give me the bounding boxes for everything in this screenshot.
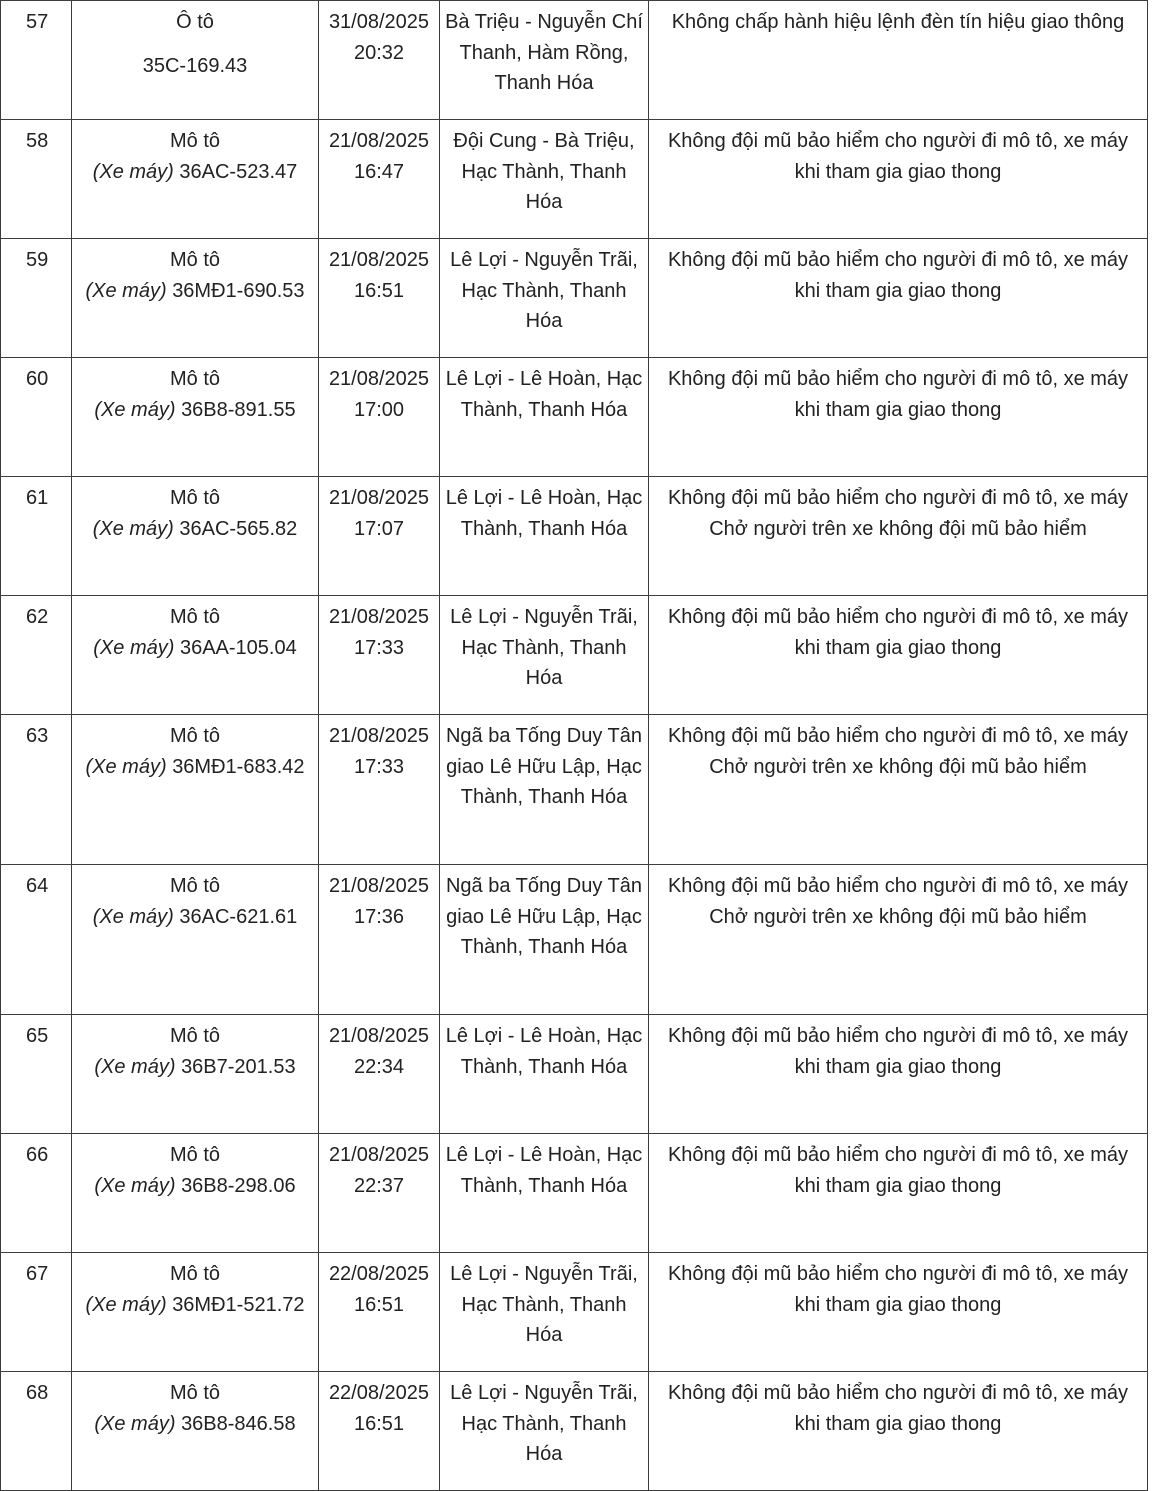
violation-text: Không đội mũ bảo hiểm cho người đi mô tô, xe máy khi tham gia giao thong	[667, 1025, 1129, 1078]
violation-date: 21/08/2025	[328, 725, 430, 747]
violation-cell	[649, 120, 1148, 239]
vehicle-cell	[72, 1372, 319, 1491]
location-cell: Lê Lợi - Lê Hoàn, Hạc Thành, Thanh Hóa	[440, 1015, 649, 1134]
vehicle-type: Mô tô	[169, 1263, 221, 1285]
vehicle-type: Mô tô	[169, 487, 221, 509]
datetime-cell	[319, 1015, 440, 1134]
violation-date: 21/08/2025	[328, 249, 430, 271]
row-number: 63	[1, 715, 72, 865]
violation-time: 20:32	[353, 41, 405, 64]
table-row	[1, 358, 1148, 477]
table-row	[1, 1253, 1148, 1372]
violation-cell	[649, 358, 1148, 477]
vehicle-cell	[72, 715, 319, 865]
location-cell: Lê Lợi - Nguyễn Trãi, Hạc Thành, Thanh Hóa	[440, 1253, 649, 1372]
row-number: 64	[1, 865, 72, 1015]
row-number: 65	[1, 1015, 72, 1134]
violation-time: 22:34	[353, 1055, 405, 1078]
violations-table-body	[1, 1, 1148, 1491]
violation-cell	[649, 239, 1148, 358]
violation-date: 21/08/2025	[328, 1025, 430, 1047]
table-row	[1, 120, 1148, 239]
vehicle-alias: (Xe máy)	[85, 279, 167, 302]
license-plate: 36MĐ1-683.42	[172, 755, 305, 778]
violation-time: 17:07	[353, 517, 405, 540]
location-cell: Đội Cung - Bà Triệu, Hạc Thành, Thanh Hóa	[440, 120, 649, 239]
vehicle-type: Mô tô	[169, 875, 221, 897]
vehicle-alias: (Xe máy)	[85, 1293, 167, 1316]
vehicle-alias: (Xe máy)	[94, 1412, 176, 1435]
violation-date: 21/08/2025	[328, 487, 430, 509]
row-number: 60	[1, 358, 72, 477]
violation-text: Không đội mũ bảo hiểm cho người đi mô tô, xe máy khi tham gia giao thong	[667, 1144, 1129, 1197]
vehicle-type: Mô tô	[169, 249, 221, 271]
violation-text: Không đội mũ bảo hiểm cho người đi mô tô, xe máy khi tham gia giao thong	[667, 130, 1129, 183]
vehicle-alias: (Xe máy)	[92, 905, 174, 928]
datetime-cell	[319, 865, 440, 1015]
violation-cell	[649, 1372, 1148, 1491]
location-cell: Lê Lợi - Lê Hoàn, Hạc Thành, Thanh Hóa	[440, 1134, 649, 1253]
vehicle-cell	[72, 358, 319, 477]
vehicle-alias: (Xe máy)	[94, 1055, 176, 1078]
vehicle-cell	[72, 596, 319, 715]
vehicle-type: Ô tô	[176, 11, 214, 33]
vehicle-cell	[72, 1015, 319, 1134]
location-cell: Bà Triệu - Nguyễn Chí Thanh, Hàm Rồng, Thanh Hóa	[440, 1, 649, 120]
violation-date: 21/08/2025	[328, 1144, 430, 1166]
violation-cell	[649, 715, 1148, 865]
table-row	[1, 1, 1148, 120]
violation-time: 17:00	[353, 398, 405, 421]
datetime-cell	[319, 358, 440, 477]
vehicle-type: Mô tô	[169, 130, 221, 152]
violation-time: 16:51	[353, 279, 405, 302]
row-number: 66	[1, 1134, 72, 1253]
table-row	[1, 239, 1148, 358]
location-cell: Ngã ba Tống Duy Tân giao Lê Hữu Lập, Hạc Thành, Thanh Hóa	[440, 865, 649, 1015]
violation-date: 21/08/2025	[328, 875, 430, 897]
license-plate: 36B8-891.55	[181, 398, 296, 421]
table-row	[1, 477, 1148, 596]
violation-cell	[649, 477, 1148, 596]
violation-time: 17:33	[353, 755, 405, 778]
license-plate: 35C-169.43	[142, 54, 248, 77]
row-number: 59	[1, 239, 72, 358]
table-row	[1, 865, 1148, 1015]
violation-cell	[649, 596, 1148, 715]
table-row	[1, 1015, 1148, 1134]
vehicle-alias: (Xe máy)	[92, 517, 174, 540]
violation-cell	[649, 1134, 1148, 1253]
violation-date: 21/08/2025	[328, 130, 430, 152]
vehicle-type: Mô tô	[169, 725, 221, 747]
violation-cell	[649, 1253, 1148, 1372]
datetime-cell	[319, 1134, 440, 1253]
row-number: 58	[1, 120, 72, 239]
vehicle-alias: (Xe máy)	[92, 160, 174, 183]
vehicle-cell	[72, 239, 319, 358]
violation-date: 22/08/2025	[328, 1382, 430, 1404]
vehicle-type: Mô tô	[169, 1144, 221, 1166]
vehicle-cell	[72, 1, 319, 120]
violation-cell	[649, 1, 1148, 120]
violation-time: 16:47	[353, 160, 405, 183]
vehicle-alias: (Xe máy)	[85, 755, 167, 778]
license-plate: 36B8-298.06	[181, 1174, 296, 1197]
license-plate: 36AC-523.47	[179, 160, 298, 183]
datetime-cell	[319, 1253, 440, 1372]
violation-text: Chở người trên xe không đội mũ bảo hiểm	[709, 905, 1087, 928]
violation-time: 22:37	[353, 1174, 405, 1197]
location-cell: Lê Lợi - Nguyễn Trãi, Hạc Thành, Thanh Hóa	[440, 1372, 649, 1491]
table-row	[1, 1134, 1148, 1253]
violation-date: 21/08/2025	[328, 368, 430, 390]
vehicle-cell	[72, 1253, 319, 1372]
vehicle-alias: (Xe máy)	[93, 636, 175, 659]
row-number: 67	[1, 1253, 72, 1372]
violation-text: Không đội mũ bảo hiểm cho người đi mô tô, xe máy khi tham gia giao thong	[667, 1382, 1129, 1435]
violation-time: 16:51	[353, 1293, 405, 1316]
vehicle-cell	[72, 865, 319, 1015]
row-number: 61	[1, 477, 72, 596]
location-cell: Ngã ba Tống Duy Tân giao Lê Hữu Lập, Hạc Thành, Thanh Hóa	[440, 715, 649, 865]
row-number: 68	[1, 1372, 72, 1491]
vehicle-cell	[72, 1134, 319, 1253]
row-number: 62	[1, 596, 72, 715]
violation-text: Không đội mũ bảo hiểm cho người đi mô tô, xe máy khi tham gia giao thong	[667, 1263, 1129, 1316]
location-cell: Lê Lợi - Lê Hoàn, Hạc Thành, Thanh Hóa	[440, 358, 649, 477]
table-row	[1, 1372, 1148, 1491]
vehicle-cell	[72, 477, 319, 596]
location-cell: Lê Lợi - Nguyễn Trãi, Hạc Thành, Thanh Hóa	[440, 239, 649, 358]
violation-cell	[649, 865, 1148, 1015]
license-plate: 36MĐ1-521.72	[172, 1293, 305, 1316]
violation-cell	[649, 1015, 1148, 1134]
license-plate: 36MĐ1-690.53	[172, 279, 305, 302]
violation-text: Không đội mũ bảo hiểm cho người đi mô tô, xe máy khi tham gia giao thong	[667, 249, 1129, 302]
vehicle-type: Mô tô	[169, 1025, 221, 1047]
table-row	[1, 715, 1148, 865]
violation-time: 17:33	[353, 636, 405, 659]
violation-date: 21/08/2025	[328, 606, 430, 628]
violation-text: Chở người trên xe không đội mũ bảo hiểm	[709, 755, 1087, 778]
datetime-cell	[319, 239, 440, 358]
vehicle-type: Mô tô	[169, 1382, 221, 1404]
vehicle-alias: (Xe máy)	[94, 1174, 176, 1197]
vehicle-cell	[72, 120, 319, 239]
datetime-cell	[319, 1372, 440, 1491]
license-plate: 36B7-201.53	[181, 1055, 296, 1078]
license-plate: 36B8-846.58	[181, 1412, 296, 1435]
datetime-cell	[319, 596, 440, 715]
table-row	[1, 596, 1148, 715]
vehicle-alias: (Xe máy)	[94, 398, 176, 421]
violation-text: Chở người trên xe không đội mũ bảo hiểm	[709, 517, 1087, 540]
violation-time: 16:51	[353, 1412, 405, 1435]
location-cell: Lê Lợi - Lê Hoàn, Hạc Thành, Thanh Hóa	[440, 477, 649, 596]
row-number: 57	[1, 1, 72, 120]
violation-text: Không đội mũ bảo hiểm cho người đi mô tô, xe máy	[667, 875, 1129, 897]
license-plate: 36AA-105.04	[179, 636, 297, 659]
violation-text: Không đội mũ bảo hiểm cho người đi mô tô, xe máy	[667, 487, 1129, 509]
violation-text: Không đội mũ bảo hiểm cho người đi mô tô, xe máy khi tham gia giao thong	[667, 606, 1129, 659]
vehicle-type: Mô tô	[169, 368, 221, 390]
violation-text: Không đội mũ bảo hiểm cho người đi mô tô, xe máy khi tham gia giao thong	[667, 368, 1129, 421]
violation-time: 17:36	[353, 905, 405, 928]
location-cell: Lê Lợi - Nguyễn Trãi, Hạc Thành, Thanh Hóa	[440, 596, 649, 715]
license-plate: 36AC-621.61	[179, 905, 298, 928]
violation-date: 31/08/2025	[328, 11, 430, 33]
violation-text: Không đội mũ bảo hiểm cho người đi mô tô, xe máy	[667, 725, 1129, 747]
violation-text: Không chấp hành hiệu lệnh đèn tín hiệu giao thông	[671, 11, 1125, 33]
datetime-cell	[319, 120, 440, 239]
vehicle-type: Mô tô	[169, 606, 221, 628]
license-plate: 36AC-565.82	[179, 517, 298, 540]
datetime-cell	[319, 1, 440, 120]
datetime-cell	[319, 477, 440, 596]
violation-date: 22/08/2025	[328, 1263, 430, 1285]
datetime-cell	[319, 715, 440, 865]
